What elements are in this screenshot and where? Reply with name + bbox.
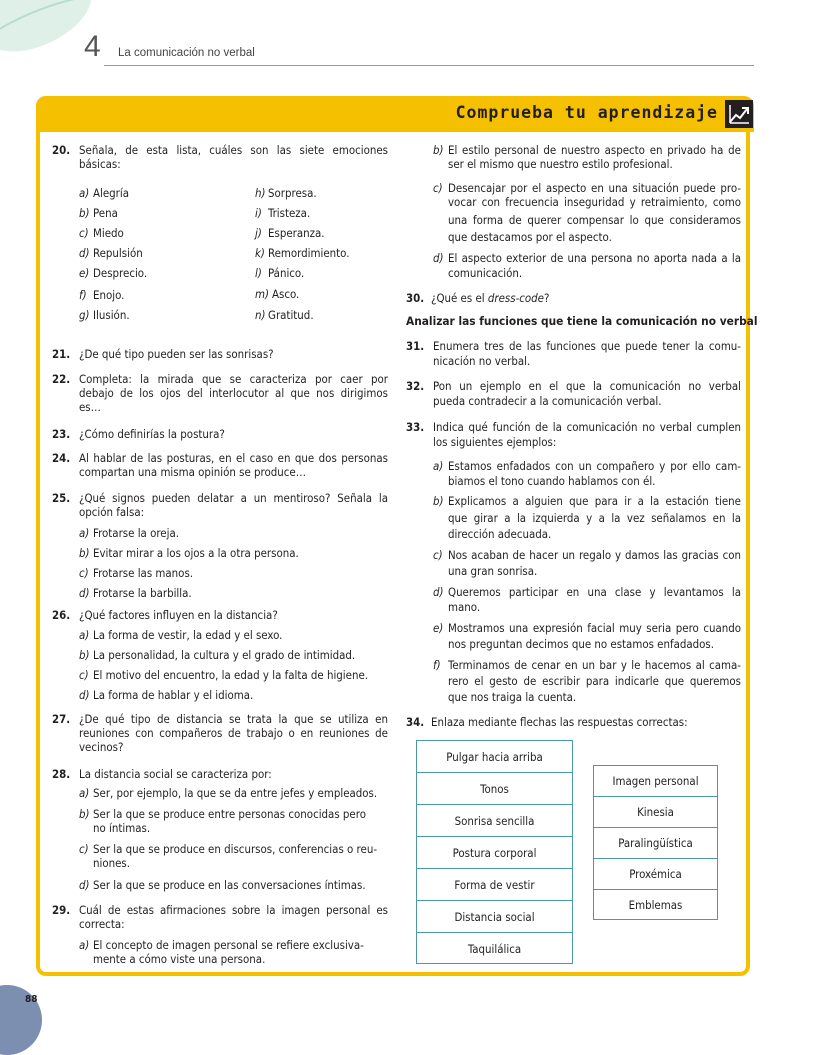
match-divider xyxy=(416,900,573,901)
q28-opt-text: Ser la que se produce en las conversaciones íntimas. xyxy=(93,878,366,892)
q27-number: 27. xyxy=(52,712,71,726)
page-number: 88 xyxy=(25,994,38,1005)
match-divider xyxy=(416,868,573,869)
q31-number: 31. xyxy=(406,339,425,353)
q20-opt-text: Repulsión xyxy=(93,246,143,260)
q20-opt-text: Pánico. xyxy=(268,266,305,280)
q29-opt-marker: a) xyxy=(79,938,90,952)
q26-opt-text: El motivo del encuentro, la edad y la falta de higiene. xyxy=(93,668,369,682)
q20-opt-marker: h) xyxy=(255,186,266,200)
q26-opt-marker: c) xyxy=(79,668,89,682)
q28-opt-text: Ser la que se produce en discursos, conferencias o reu- xyxy=(93,842,378,856)
q29-number: 29. xyxy=(52,903,71,917)
q20-opt-marker: c) xyxy=(79,226,89,240)
q20-opt-text: Asco. xyxy=(272,287,300,301)
q33-opt-text: mano. xyxy=(448,600,481,614)
q20-line2: básicas: xyxy=(79,157,121,171)
match-left-item[interactable]: Sonrisa sencilla xyxy=(454,814,535,828)
section-heading: Analizar las funciones que tiene la comunicación no verbal xyxy=(406,314,758,328)
q29-opt-marker: d) xyxy=(433,251,444,265)
q30-text-post: ? xyxy=(544,291,550,305)
q34-number: 34. xyxy=(406,715,425,729)
match-left-item[interactable]: Taquilálica xyxy=(467,942,522,956)
q33-opt-marker: c) xyxy=(433,548,443,562)
q24-number: 24. xyxy=(52,451,71,465)
q25-opt-text: Frotarse la barbilla. xyxy=(93,586,192,600)
q33-opt-text: que nos traiga la cuenta. xyxy=(448,690,577,704)
q28-text: La distancia social se caracteriza por: xyxy=(79,767,272,781)
q30-text xyxy=(431,291,549,305)
q20-opt-text: Gratitud. xyxy=(268,308,314,322)
q20-opt-text: Desprecio. xyxy=(93,266,148,280)
q20-line1: Señala, de esta lista, cuáles son las siete emociones xyxy=(79,143,388,157)
q33-number: 33. xyxy=(406,420,425,434)
q25-line2: opción falsa: xyxy=(79,505,145,519)
match-left-item[interactable]: Pulgar hacia arriba xyxy=(446,750,543,764)
q26-text: ¿Qué factores influyen en la distancia? xyxy=(79,608,278,622)
q33-opt-marker: d) xyxy=(433,585,444,599)
q23-text: ¿Cómo definirías la postura? xyxy=(79,427,225,441)
q26-opt-text: La personalidad, la cultura y el grado de intimidad. xyxy=(93,648,356,662)
q29-opt-text: comunicación. xyxy=(448,266,523,280)
match-left-item[interactable]: Distancia social xyxy=(454,910,535,924)
q31-line2: nicación no verbal. xyxy=(433,354,531,368)
q20-opt-marker: k) xyxy=(255,246,265,260)
q30-text-pre: ¿Qué es el xyxy=(431,291,488,305)
q20-opt-text: Esperanza. xyxy=(268,226,325,240)
q24-line2: compartan una misma opinión se produce… xyxy=(79,465,306,479)
q20-opt-marker: j) xyxy=(255,226,262,240)
q28-opt-marker: a) xyxy=(79,786,90,800)
q29-opt-text: una forma de querer compensar lo que consideramos xyxy=(448,213,741,227)
q20-opt-marker: n) xyxy=(255,308,266,322)
q33-line2: los siguientes ejemplos: xyxy=(433,435,557,449)
q29-opt-text: vocar con frecuencia inseguridad y retraimiento, como xyxy=(448,195,741,209)
q29-opt-text: que destacamos por el aspecto. xyxy=(448,230,612,244)
match-divider xyxy=(416,932,573,933)
q25-opt-marker: d) xyxy=(79,586,90,600)
q33-opt-marker: f) xyxy=(433,658,441,672)
q33-opt-marker: e) xyxy=(433,621,444,635)
match-right-item[interactable]: Imagen personal xyxy=(612,774,699,788)
q33-opt-text: Explicamos a alguien que para ir a la estación tiene xyxy=(448,494,741,508)
q27-line2: reuniones con compañeros de trabajo o en reuniones de xyxy=(79,726,388,740)
q26-opt-text: La forma de vestir, la edad y el sexo. xyxy=(93,628,283,642)
q21-text: ¿De qué tipo pueden ser las sonrisas? xyxy=(79,347,274,361)
q25-opt-marker: b) xyxy=(79,546,90,560)
q26-opt-marker: a) xyxy=(79,628,90,642)
q25-number: 25. xyxy=(52,491,71,505)
match-divider xyxy=(593,858,718,859)
match-left-item[interactable]: Postura corporal xyxy=(452,846,537,860)
match-divider xyxy=(416,836,573,837)
q22-line2: debajo de los ojos del interlocutor al que nos dirigimos xyxy=(79,386,388,400)
q28-opt-text: Ser la que se produce entre personas conocidas pero xyxy=(93,807,366,821)
q28-opt-marker: b) xyxy=(79,807,90,821)
q20-opt-text: Pena xyxy=(93,206,118,220)
match-right-item[interactable]: Emblemas xyxy=(628,898,683,912)
q30-number: 30. xyxy=(406,291,425,305)
q30-text-term: dress-code xyxy=(487,291,544,305)
q20-opt-marker: a) xyxy=(79,186,90,200)
q34-text: Enlaza mediante flechas las respuestas correctas: xyxy=(431,715,688,729)
q20-opt-text: Alegría xyxy=(93,186,130,200)
q20-opt-marker: e) xyxy=(79,266,90,280)
q28-opt-text: Ser, por ejemplo, la que se da entre jefes y empleados. xyxy=(93,786,378,800)
match-right-item[interactable]: Paralingüística xyxy=(618,836,693,850)
q25-line1: ¿Qué signos pueden delatar a un mentiroso? Señala la xyxy=(79,491,388,505)
q20-opt-text: Tristeza. xyxy=(268,206,311,220)
q29-opt-text: El concepto de imagen personal se refiere exclusiva- xyxy=(93,938,364,952)
q27-line3: vecinos? xyxy=(79,740,124,754)
q25-opt-marker: a) xyxy=(79,526,90,540)
q29-opt-marker: b) xyxy=(433,143,444,157)
q33-opt-text: Mostramos una expresión facial muy seria pero cuando xyxy=(448,621,741,635)
match-divider xyxy=(416,772,573,773)
q25-opt-text: Evitar mirar a los ojos a la otra persona. xyxy=(93,546,299,560)
q24-line1: Al hablar de las posturas, en el caso en que dos personas xyxy=(79,451,388,465)
q26-opt-marker: b) xyxy=(79,648,90,662)
q33-line1: Indica qué función de la comunicación no verbal cumplen xyxy=(433,420,741,434)
q20-opt-marker: b) xyxy=(79,206,90,220)
q28-opt-text: no íntimas. xyxy=(93,821,151,835)
q26-opt-text: La forma de hablar y el idioma. xyxy=(93,688,254,702)
q20-opt-marker: d) xyxy=(79,246,90,260)
q20-opt-marker: l) xyxy=(255,266,262,280)
q20-opt-text: Ilusión. xyxy=(93,308,130,322)
q33-opt-text: Queremos participar en una clase y levantamos la xyxy=(448,585,741,599)
match-divider xyxy=(593,889,718,890)
q26-number: 26. xyxy=(52,608,71,622)
q32-line1: Pon un ejemplo en el que la comunicación no verbal xyxy=(433,379,741,393)
chapter-number: 4 xyxy=(84,30,101,63)
match-left-item[interactable]: Tonos xyxy=(480,782,509,796)
q29-line1: Cuál de estas afirmaciones sobre la imagen personal es xyxy=(79,903,388,917)
q20-opt-marker: f) xyxy=(79,288,87,302)
q20-opt-marker: g) xyxy=(79,308,90,322)
q21-number: 21. xyxy=(52,347,71,361)
q22-line1: Completa: la mirada que se caracteriza por caer por xyxy=(79,372,388,386)
q33-opt-text: biamos el tono cuando hablamos con él. xyxy=(448,474,656,488)
q29-opt-text: Desencajar por el aspecto en una situación puede pro- xyxy=(448,181,741,195)
q25-opt-marker: c) xyxy=(79,566,89,580)
match-divider xyxy=(416,804,573,805)
q20-opt-marker: m) xyxy=(255,287,269,301)
match-right-item[interactable]: Kinesia xyxy=(637,805,674,819)
q20-opt-text: Remordimiento. xyxy=(268,246,350,260)
match-right-item[interactable]: Proxémica xyxy=(629,867,682,881)
q31-line1: Enumera tres de las funciones que puede tener la comu- xyxy=(433,339,741,353)
q28-opt-marker: d) xyxy=(79,878,90,892)
q33-opt-text: Estamos enfadados con un compañero y por ello cam- xyxy=(448,459,741,473)
q33-opt-text: una gran sonrisa. xyxy=(448,564,538,578)
q23-number: 23. xyxy=(52,427,71,441)
banner-title: Comprueba tu aprendizaje xyxy=(455,103,718,122)
chart-line-icon xyxy=(725,100,753,128)
header-rule xyxy=(104,65,754,66)
q25-opt-text: Frotarse la oreja. xyxy=(93,526,179,540)
q25-opt-text: Frotarse las manos. xyxy=(93,566,194,580)
q28-opt-text: niones. xyxy=(93,856,131,870)
q33-opt-text: nos preguntan decimos que no estamos enfadados. xyxy=(448,637,715,651)
q27-line1: ¿De qué tipo de distancia se trata la que se utiliza en xyxy=(79,712,388,726)
q33-opt-marker: b) xyxy=(433,494,444,508)
q29-line2: correcta: xyxy=(79,917,125,931)
q29-opt-text: El estilo personal de nuestro aspecto en privado ha de xyxy=(448,143,741,157)
q29-opt-text: El aspecto exterior de una persona no aporta nada a la xyxy=(448,251,741,265)
q20-opt-text: Miedo xyxy=(93,226,124,240)
q20-number: 20. xyxy=(52,143,71,157)
match-left-item[interactable]: Forma de vestir xyxy=(454,878,535,892)
q33-opt-marker: a) xyxy=(433,459,444,473)
q26-opt-marker: d) xyxy=(79,688,90,702)
match-divider xyxy=(593,796,718,797)
q33-opt-text: Terminamos de cenar en un bar y le hacemos al cama- xyxy=(448,658,741,672)
q20-opt-text: Enojo. xyxy=(93,288,125,302)
q32-number: 32. xyxy=(406,379,425,393)
q20-opt-marker: i) xyxy=(255,206,262,220)
q29-opt-text: mente a cómo viste una persona. xyxy=(93,952,266,966)
q33-opt-text: que girar a la izquierda y a la vez señalamos en la xyxy=(448,511,741,525)
q33-opt-text: Nos acaban de hacer un regalo y damos las gracias con xyxy=(448,548,741,562)
q22-number: 22. xyxy=(52,372,71,386)
match-divider xyxy=(593,827,718,828)
q28-opt-marker: c) xyxy=(79,842,89,856)
q29-opt-marker: c) xyxy=(433,181,443,195)
q32-line2: pueda contradecir a la comunicación verbal. xyxy=(433,394,662,408)
chapter-title: La comunicación no verbal xyxy=(118,47,255,59)
q33-opt-text: dirección adecuada. xyxy=(448,527,552,541)
q20-opt-text: Sorpresa. xyxy=(268,186,317,200)
q29-opt-text: ser el mismo que nuestro estilo profesional. xyxy=(448,157,673,171)
q22-line3: es… xyxy=(79,400,101,414)
q33-opt-text: rero el gesto de escribir para indicarle que queremos xyxy=(448,674,741,688)
q28-number: 28. xyxy=(52,767,71,781)
